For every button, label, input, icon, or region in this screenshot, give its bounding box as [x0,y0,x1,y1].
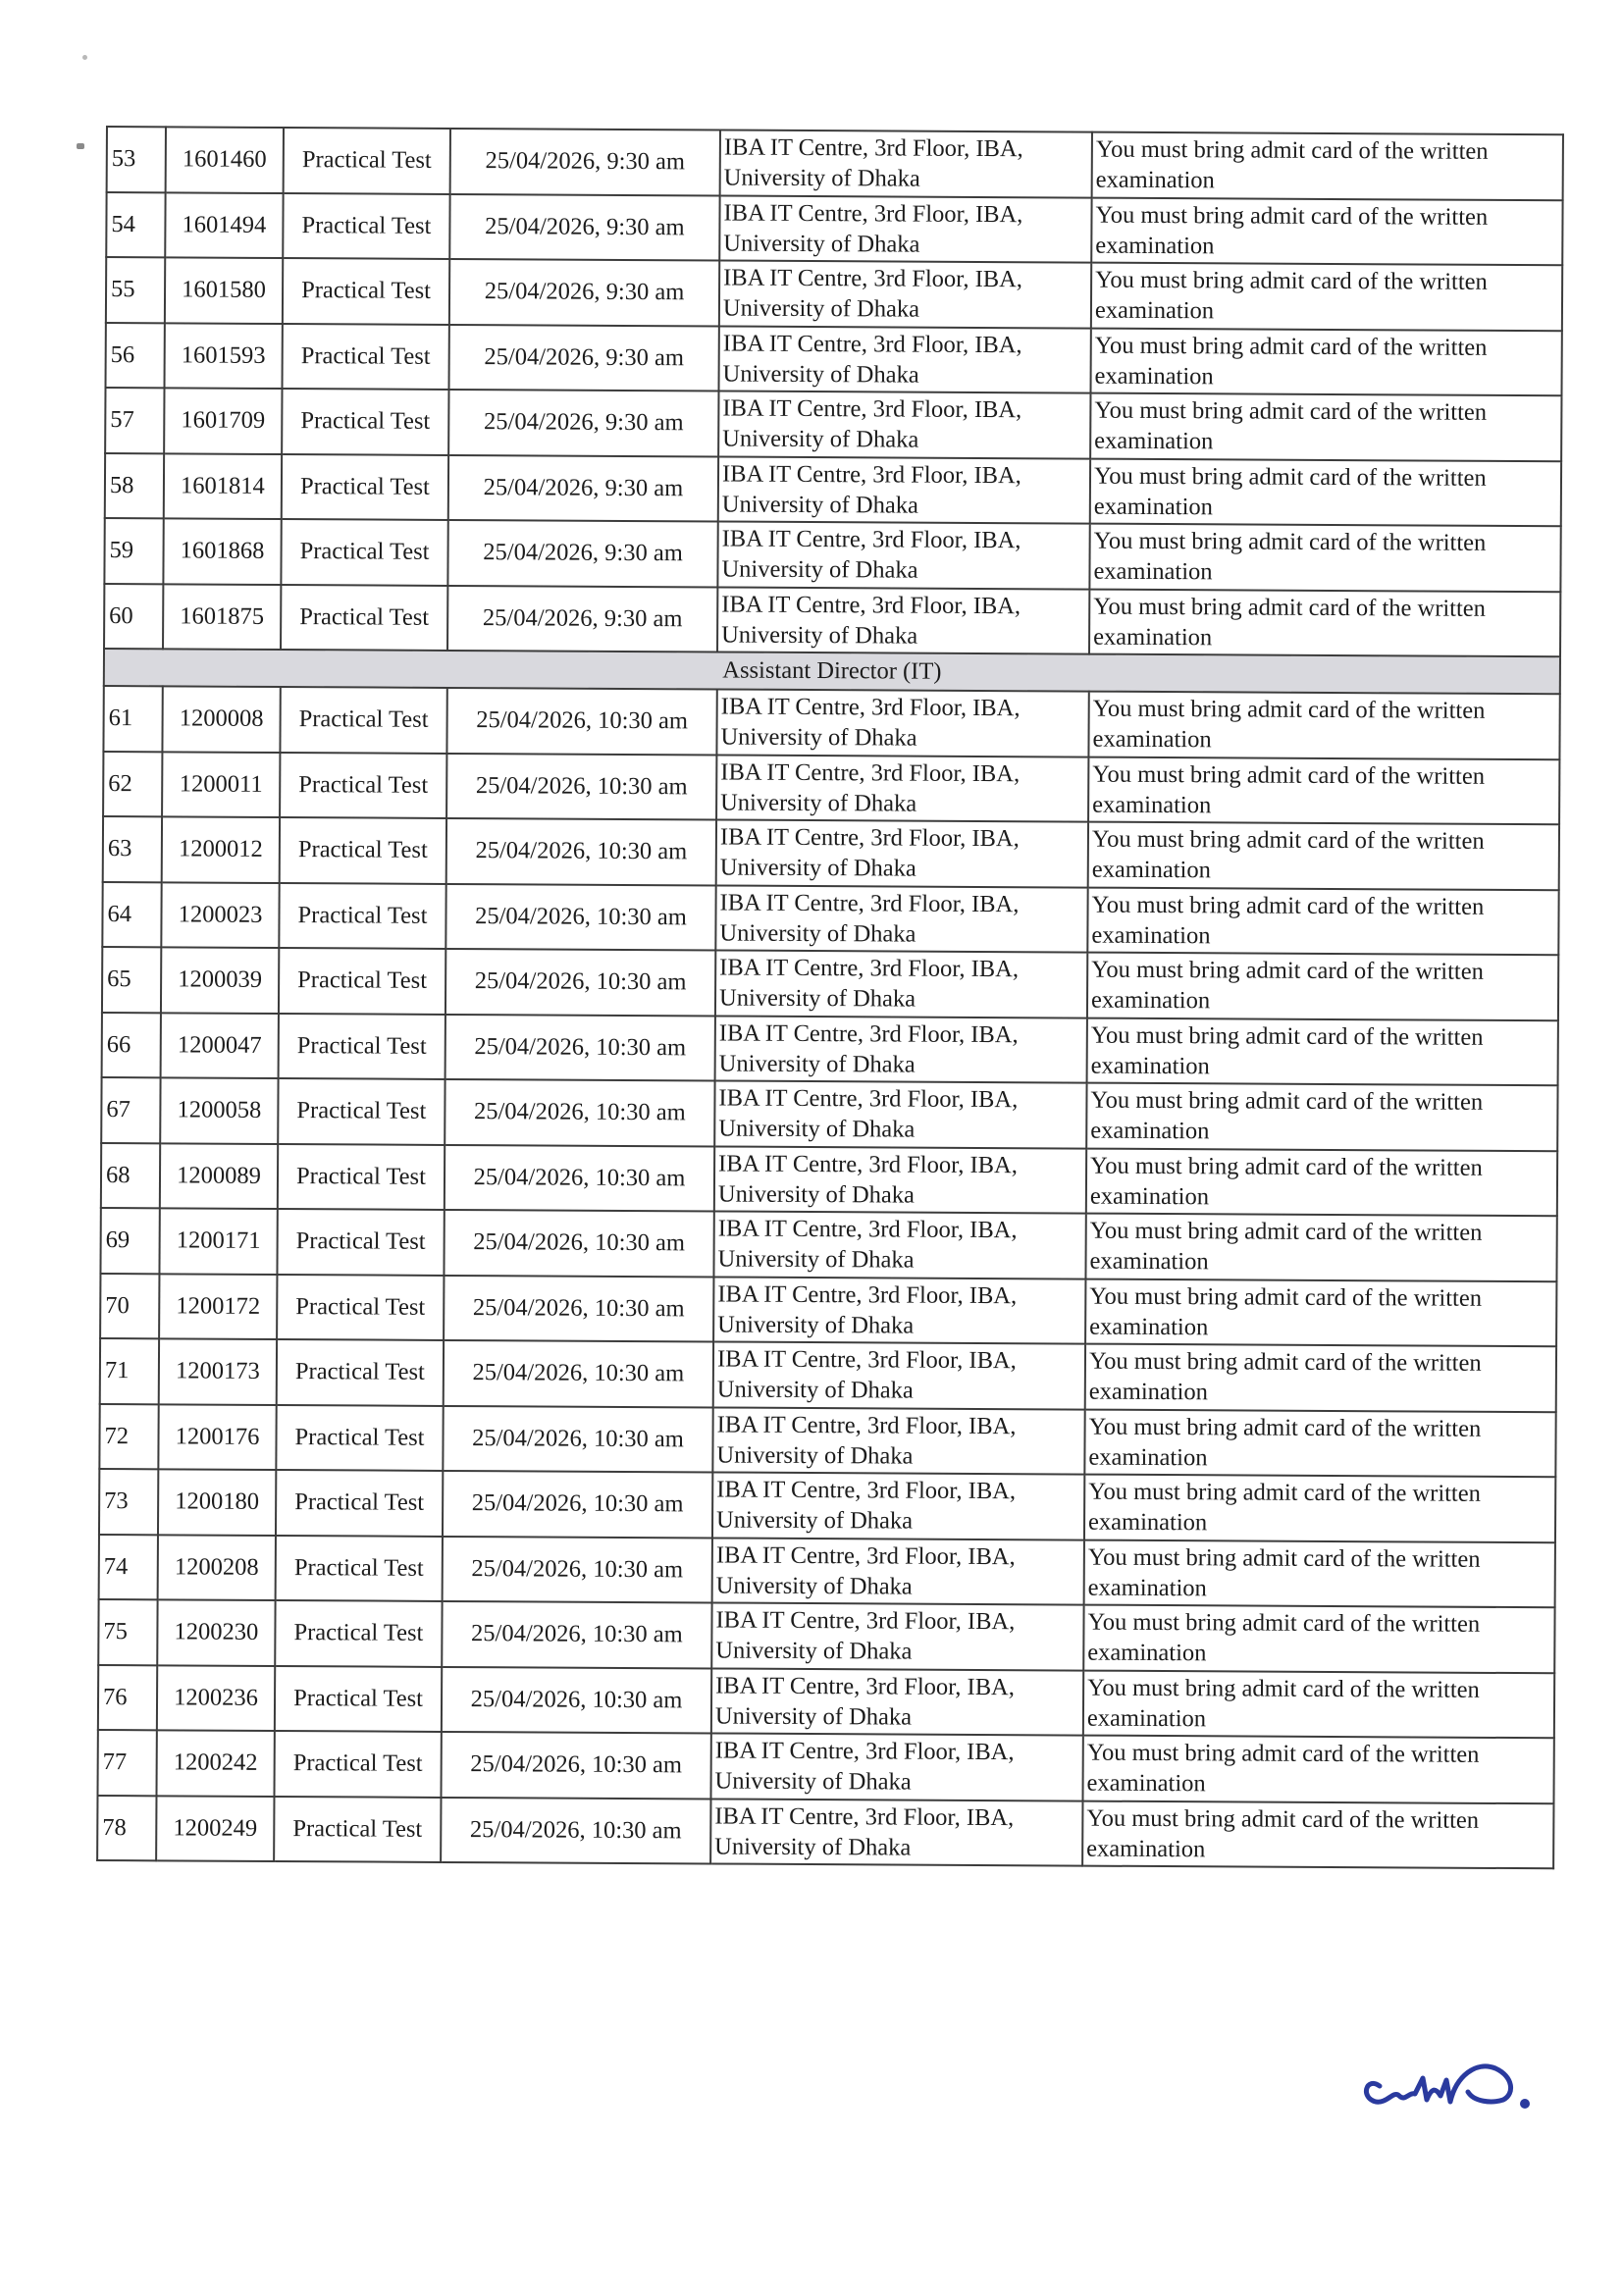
instruction-line-1: You must bring admit card of the written [1088,1478,1481,1508]
roll-number-cell: 1200089 [160,1143,278,1209]
instruction-cell [1086,1148,1557,1216]
instruction-line-2: examination [1095,166,1215,194]
venue-line-2: University of Dhaka [718,1050,916,1078]
instruction-line-1: You must bring admit card of the written [1095,266,1488,296]
venue-line-2: University of Dhaka [714,1702,913,1731]
venue-cell [715,950,1087,1018]
venue-cell [713,1211,1085,1278]
test-type-cell: Practical Test [281,585,447,651]
table-row [101,1077,1557,1151]
venue-line-2: University of Dhaka [719,854,916,882]
table-row [106,323,1562,396]
instruction-line-1: You must bring admit card of the written [1090,1086,1484,1117]
roll-number-cell: 1200173 [159,1338,277,1404]
date-time-cell: 25/04/2026, 10:30 am [446,818,716,885]
roll-number-cell: 1601875 [163,584,281,650]
venue-line-1: IBA IT Centre, 3rd Floor, IBA, [721,525,1021,554]
venue-line-2: University of Dhaka [721,621,918,650]
venue-line-2: University of Dhaka [716,1441,914,1470]
serial-cell: 65 [102,947,161,1013]
signature-dot [1520,2099,1530,2109]
table-row [102,947,1558,1020]
venue-cell [718,391,1090,458]
roll-number-cell: 1200011 [162,752,280,817]
table-body-second-group [97,686,1560,1868]
instruction-line-2: examination [1089,1313,1209,1341]
instruction-line-1: You must bring admit card of the written [1093,462,1487,492]
serial-cell: 58 [105,453,164,519]
date-time-cell: 25/04/2026, 10:30 am [441,1797,710,1863]
instruction-line-1: You must bring admit card of the written [1091,891,1485,920]
serial-cell: 64 [102,881,161,947]
venue-line-1: IBA IT Centre, 3rd Floor, IBA, [715,1606,1016,1636]
instruction-line-1: You must bring admit card of the written [1092,695,1486,725]
test-type-cell: Practical Test [281,519,447,585]
table-row [102,881,1558,955]
venue-line-1: IBA IT Centre, 3rd Floor, IBA, [719,954,1020,983]
serial-cell: 73 [99,1469,158,1535]
roll-number-cell: 1200172 [159,1274,277,1339]
instruction-line-1: You must bring admit card of the written [1095,135,1489,166]
test-type-cell: Practical Test [280,753,446,818]
handwritten-signature-icon [1358,2047,1544,2125]
venue-cell [718,326,1090,393]
roll-number-cell: 1200180 [158,1469,276,1535]
instruction-line-2: examination [1093,557,1213,586]
date-time-cell: 25/04/2026, 10:30 am [441,1732,710,1799]
venue-line-1: IBA IT Centre, 3rd Floor, IBA, [723,133,1023,163]
roll-number-cell: 1200236 [157,1665,275,1731]
table-row [104,583,1560,656]
date-time-cell: 25/04/2026, 9:30 am [449,259,719,326]
venue-cell [714,1080,1086,1148]
instruction-line-2: examination [1088,1443,1208,1472]
roll-number-cell: 1601494 [165,192,283,258]
instruction-cell [1087,887,1558,955]
instruction-line-2: examination [1089,1182,1210,1211]
table-row [99,1534,1555,1607]
date-time-cell: 25/04/2026, 10:30 am [444,1340,713,1407]
instruction-line-2: examination [1088,1378,1208,1406]
serial-cell: 70 [100,1273,159,1338]
serial-cell: 54 [106,192,165,258]
serial-cell: 60 [104,583,163,649]
venue-line-2: University of Dhaka [714,1767,912,1796]
venue-line-1: IBA IT Centre, 3rd Floor, IBA, [716,1345,1017,1375]
date-time-cell: 25/04/2026, 10:30 am [443,1536,712,1602]
date-time-cell: 25/04/2026, 9:30 am [448,454,718,521]
test-type-cell: Practical Test [279,948,445,1014]
scan-speck [82,55,87,60]
serial-cell: 62 [103,751,162,816]
venue-line-2: University of Dhaka [714,1833,912,1861]
venue-line-2: University of Dhaka [720,789,917,817]
test-type-cell: Practical Test [283,258,449,324]
test-type-cell: Practical Test [284,128,450,193]
instruction-cell [1090,393,1561,461]
instruction-line-1: You must bring admit card of the written [1091,825,1485,856]
serial-cell: 61 [103,686,162,752]
instruction-cell [1091,263,1562,331]
instruction-cell [1085,1344,1556,1412]
date-time-cell: 25/04/2026, 10:30 am [445,1014,715,1080]
instruction-cell [1083,1670,1554,1738]
venue-line-1: IBA IT Centre, 3rd Floor, IBA, [715,1672,1015,1700]
table-row [100,1338,1556,1412]
instruction-cell [1084,1539,1555,1607]
serial-cell: 69 [100,1208,159,1274]
venue-line-2: University of Dhaka [716,1376,914,1404]
roll-number-cell: 1200047 [161,1013,279,1078]
date-time-cell: 25/04/2026, 10:30 am [445,883,715,950]
serial-cell: 75 [98,1599,157,1665]
instruction-line-1: You must bring admit card of the written [1087,1608,1481,1639]
instruction-line-1: You must bring admit card of the written [1090,1021,1484,1051]
test-type-cell: Practical Test [274,1796,441,1861]
instruction-line-1: You must bring admit card of the written [1093,527,1487,557]
instruction-cell [1082,1800,1553,1868]
venue-cell [716,755,1088,822]
instruction-line-1: You must bring admit card of the written [1090,1152,1483,1181]
venue-line-2: University of Dhaka [723,230,920,258]
instruction-line-1: You must bring admit card of the written [1089,1282,1483,1312]
venue-line-1: IBA IT Centre, 3rd Floor, IBA, [714,1802,1015,1831]
table-row [103,751,1559,824]
serial-cell: 53 [107,127,166,192]
venue-line-2: University of Dhaka [718,984,916,1013]
instruction-line-2: examination [1094,362,1214,391]
date-time-cell: 25/04/2026, 9:30 am [450,129,720,195]
date-time-cell: 25/04/2026, 9:30 am [449,193,719,260]
instruction-line-2: examination [1087,1639,1207,1667]
instruction-line-1: You must bring admit card of the written [1088,1347,1482,1378]
table-row [101,1142,1557,1216]
date-time-cell: 25/04/2026, 10:30 am [445,1144,714,1211]
instruction-line-2: examination [1091,921,1211,950]
test-type-cell: Practical Test [276,1535,443,1600]
venue-cell [717,587,1089,654]
date-time-cell: 25/04/2026, 10:30 am [446,753,716,819]
table-row [106,257,1562,331]
venue-cell [711,1668,1083,1736]
venue-line-1: IBA IT Centre, 3rd Floor, IBA, [718,1150,1018,1178]
venue-line-1: IBA IT Centre, 3rd Floor, IBA, [720,758,1021,787]
table-row [105,453,1561,527]
venue-cell [716,689,1088,757]
venue-line-1: IBA IT Centre, 3rd Floor, IBA, [716,1411,1017,1439]
venue-cell [716,819,1088,887]
serial-cell: 57 [105,388,164,453]
instruction-cell [1089,524,1560,592]
venue-line-2: University of Dhaka [721,491,918,519]
instruction-line-1: You must bring admit card of the written [1086,1804,1480,1834]
serial-cell: 55 [106,257,165,323]
venue-cell [711,1602,1083,1670]
instruction-line-1: You must bring admit card of the written [1094,332,1488,361]
instruction-line-2: examination [1090,986,1211,1015]
instruction-line-1: You must bring admit card of the written [1089,1217,1483,1247]
date-time-cell: 25/04/2026, 9:30 am [447,585,717,652]
venue-line-1: IBA IT Centre, 3rd Floor, IBA, [723,199,1023,228]
venue-line-2: University of Dhaka [717,1311,915,1339]
roll-number-cell: 1200039 [161,947,279,1013]
serial-cell: 76 [98,1664,157,1730]
table-row [105,388,1561,461]
venue-cell [715,885,1087,953]
serial-cell: 71 [100,1338,159,1404]
roll-number-cell: 1200058 [160,1077,278,1143]
instruction-line-2: examination [1093,623,1213,652]
table-row [98,1599,1554,1673]
venue-line-2: University of Dhaka [720,723,917,752]
date-time-cell: 25/04/2026, 10:30 am [443,1471,712,1538]
date-time-cell: 25/04/2026, 9:30 am [447,520,717,587]
test-type-cell: Practical Test [280,687,446,753]
venue-line-1: IBA IT Centre, 3rd Floor, IBA, [721,460,1021,489]
venue-line-1: IBA IT Centre, 3rd Floor, IBA, [722,394,1022,424]
instruction-cell [1087,1018,1558,1085]
date-time-cell: 25/04/2026, 10:30 am [442,1666,711,1733]
serial-cell: 66 [102,1012,161,1077]
signature-stroke [1366,2066,1510,2102]
instruction-line-2: examination [1091,856,1211,884]
venue-line-1: IBA IT Centre, 3rd Floor, IBA, [720,693,1021,722]
roll-number-cell: 1200242 [156,1730,274,1796]
test-type-cell: Practical Test [277,1339,444,1405]
instruction-line-1: You must bring admit card of the written [1093,593,1487,622]
instruction-line-2: examination [1086,1835,1206,1863]
instruction-cell [1084,1409,1555,1477]
instruction-line-2: examination [1086,1704,1207,1733]
instruction-line-2: examination [1095,232,1215,260]
practical-test-schedule-table [96,126,1564,1869]
roll-number-cell: 1200176 [158,1404,276,1470]
roll-number-cell: 1601580 [165,257,283,323]
instruction-line-2: examination [1090,1117,1210,1145]
venue-line-2: University of Dhaka [715,1637,913,1665]
test-type-cell: Practical Test [280,817,446,883]
roll-number-cell: 1200012 [162,816,280,882]
instruction-line-1: You must bring admit card of the written [1091,956,1484,986]
roll-number-cell: 1601460 [166,127,284,192]
instruction-cell [1090,458,1561,526]
serial-cell: 67 [101,1077,160,1143]
instruction-line-2: examination [1092,725,1212,754]
instruction-line-1: You must bring admit card of the written [1092,760,1486,790]
venue-line-1: IBA IT Centre, 3rd Floor, IBA, [718,1084,1019,1114]
venue-cell [719,260,1091,328]
venue-line-2: University of Dhaka [721,555,918,584]
venue-cell [713,1277,1085,1344]
serial-cell: 68 [101,1142,160,1208]
roll-number-cell: 1601709 [164,388,282,453]
instruction-cell [1091,197,1562,265]
venue-line-2: University of Dhaka [722,294,920,323]
venue-cell [712,1407,1084,1475]
serial-cell: 78 [97,1795,156,1860]
scan-speck [77,143,84,149]
instruction-line-2: examination [1089,1247,1209,1276]
instruction-line-1: You must bring admit card of the written [1094,396,1488,427]
venue-line-2: University of Dhaka [719,919,916,948]
instruction-line-1: You must bring admit card of the written [1095,201,1489,231]
test-type-cell: Practical Test [275,1600,442,1666]
table-row [98,1664,1554,1738]
venue-cell [712,1538,1084,1605]
test-type-cell: Practical Test [282,454,448,520]
serial-cell: 56 [106,323,165,389]
roll-number-cell: 1601593 [165,323,283,389]
venue-line-2: University of Dhaka [718,1115,916,1143]
venue-line-1: IBA IT Centre, 3rd Floor, IBA, [722,330,1022,358]
venue-cell [710,1733,1082,1800]
instruction-line-2: examination [1087,1508,1208,1537]
test-type-cell: Practical Test [277,1209,444,1275]
serial-cell: 74 [99,1534,158,1599]
test-type-cell: Practical Test [278,1078,445,1144]
venue-line-2: University of Dhaka [715,1572,913,1600]
table-row [102,1012,1558,1085]
test-type-cell: Practical Test [283,324,449,390]
instruction-cell [1084,1475,1555,1542]
serial-cell: 72 [99,1403,158,1469]
instruction-cell [1083,1605,1554,1673]
instruction-line-2: examination [1092,791,1212,819]
instruction-line-2: examination [1093,493,1214,521]
test-type-cell: Practical Test [274,1731,441,1797]
roll-number-cell: 1200023 [161,882,279,948]
instruction-cell [1088,822,1559,890]
table-row [107,127,1563,200]
instruction-cell [1085,1278,1556,1346]
venue-line-1: IBA IT Centre, 3rd Floor, IBA, [718,1019,1019,1048]
table-row [103,686,1559,759]
date-time-cell: 25/04/2026, 10:30 am [444,1275,713,1341]
venue-cell [713,1341,1085,1409]
test-type-cell: Practical Test [283,193,449,259]
table-row [99,1403,1555,1477]
roll-number-cell: 1200249 [156,1796,274,1861]
venue-line-1: IBA IT Centre, 3rd Floor, IBA, [717,1215,1018,1244]
test-type-cell: Practical Test [279,1013,445,1078]
date-time-cell: 25/04/2026, 9:30 am [449,324,719,391]
table-row [106,192,1562,266]
instruction-line-1: You must bring admit card of the written [1088,1413,1482,1442]
test-type-cell: Practical Test [276,1404,443,1470]
roll-number-cell: 1200171 [159,1208,277,1274]
venue-line-1: IBA IT Centre, 3rd Floor, IBA, [715,1541,1016,1570]
roll-number-cell: 1200208 [158,1535,276,1600]
instruction-line-2: examination [1087,1574,1207,1602]
venue-line-1: IBA IT Centre, 3rd Floor, IBA, [723,264,1023,293]
instruction-line-2: examination [1094,427,1214,455]
table-row [97,1730,1553,1803]
date-time-cell: 25/04/2026, 9:30 am [448,390,718,456]
instruction-cell [1088,692,1559,759]
venue-line-1: IBA IT Centre, 3rd Floor, IBA, [717,1280,1018,1309]
venue-line-2: University of Dhaka [717,1245,915,1274]
date-time-cell: 25/04/2026, 10:30 am [442,1601,711,1668]
venue-cell [719,195,1091,263]
date-time-cell: 25/04/2026, 10:30 am [445,949,715,1016]
venue-cell [718,456,1090,524]
table-row [99,1469,1555,1542]
venue-line-2: University of Dhaka [717,1180,916,1209]
venue-line-1: IBA IT Centre, 3rd Floor, IBA, [716,1476,1017,1505]
venue-cell [714,1146,1086,1214]
instruction-cell [1087,953,1558,1020]
table-row [97,1795,1553,1868]
serial-cell: 59 [104,518,163,584]
venue-cell [717,521,1089,589]
venue-line-2: University of Dhaka [715,1506,914,1535]
serial-cell: 77 [97,1730,156,1796]
instruction-line-1: You must bring admit card of the written [1087,1674,1480,1703]
table-row [100,1208,1556,1281]
instruction-line-2: examination [1090,1052,1210,1080]
table-row [100,1273,1556,1346]
roll-number-cell: 1601814 [164,453,282,519]
venue-line-1: IBA IT Centre, 3rd Floor, IBA, [719,823,1020,853]
section-title-assistant-director-it: Assistant Director (IT) [104,649,1560,694]
date-time-cell: 25/04/2026, 10:30 am [446,688,716,755]
instruction-line-2: examination [1094,296,1215,325]
roll-number-cell: 1200230 [157,1599,275,1665]
venue-cell [712,1472,1084,1539]
test-type-cell: Practical Test [279,882,445,948]
test-type-cell: Practical Test [275,1665,442,1731]
instruction-line-1: You must bring admit card of the written [1087,1543,1481,1573]
venue-line-2: University of Dhaka [722,425,919,453]
date-time-cell: 25/04/2026, 10:30 am [444,1210,713,1277]
instruction-cell [1085,1214,1556,1281]
date-time-cell: 25/04/2026, 10:30 am [445,1079,714,1146]
venue-line-1: IBA IT Centre, 3rd Floor, IBA, [719,889,1020,917]
serial-cell: 63 [103,816,162,882]
venue-line-1: IBA IT Centre, 3rd Floor, IBA, [721,591,1021,619]
test-type-cell: Practical Test [277,1274,444,1339]
venue-line-2: University of Dhaka [723,164,920,192]
test-type-cell: Practical Test [278,1143,445,1209]
instruction-line-2: examination [1086,1769,1206,1798]
instruction-line-1: You must bring admit card of the written [1086,1739,1480,1769]
roll-number-cell: 1200008 [162,686,280,752]
table-row [103,816,1559,890]
roll-number-cell: 1601868 [163,518,281,584]
instruction-cell [1089,589,1560,656]
instruction-cell [1092,132,1563,200]
test-type-cell: Practical Test [282,389,448,454]
venue-line-2: University of Dhaka [722,360,919,389]
instruction-cell [1082,1736,1553,1803]
test-type-cell: Practical Test [276,1470,443,1536]
date-time-cell: 25/04/2026, 10:30 am [443,1405,712,1472]
venue-cell [720,130,1092,197]
venue-cell [715,1016,1087,1083]
table-body-first-group [104,127,1563,656]
instruction-cell [1088,757,1559,824]
instruction-cell [1086,1083,1557,1151]
table-row [104,518,1560,592]
venue-cell [710,1799,1082,1866]
instruction-cell [1090,328,1561,395]
venue-line-1: IBA IT Centre, 3rd Floor, IBA, [714,1737,1015,1766]
